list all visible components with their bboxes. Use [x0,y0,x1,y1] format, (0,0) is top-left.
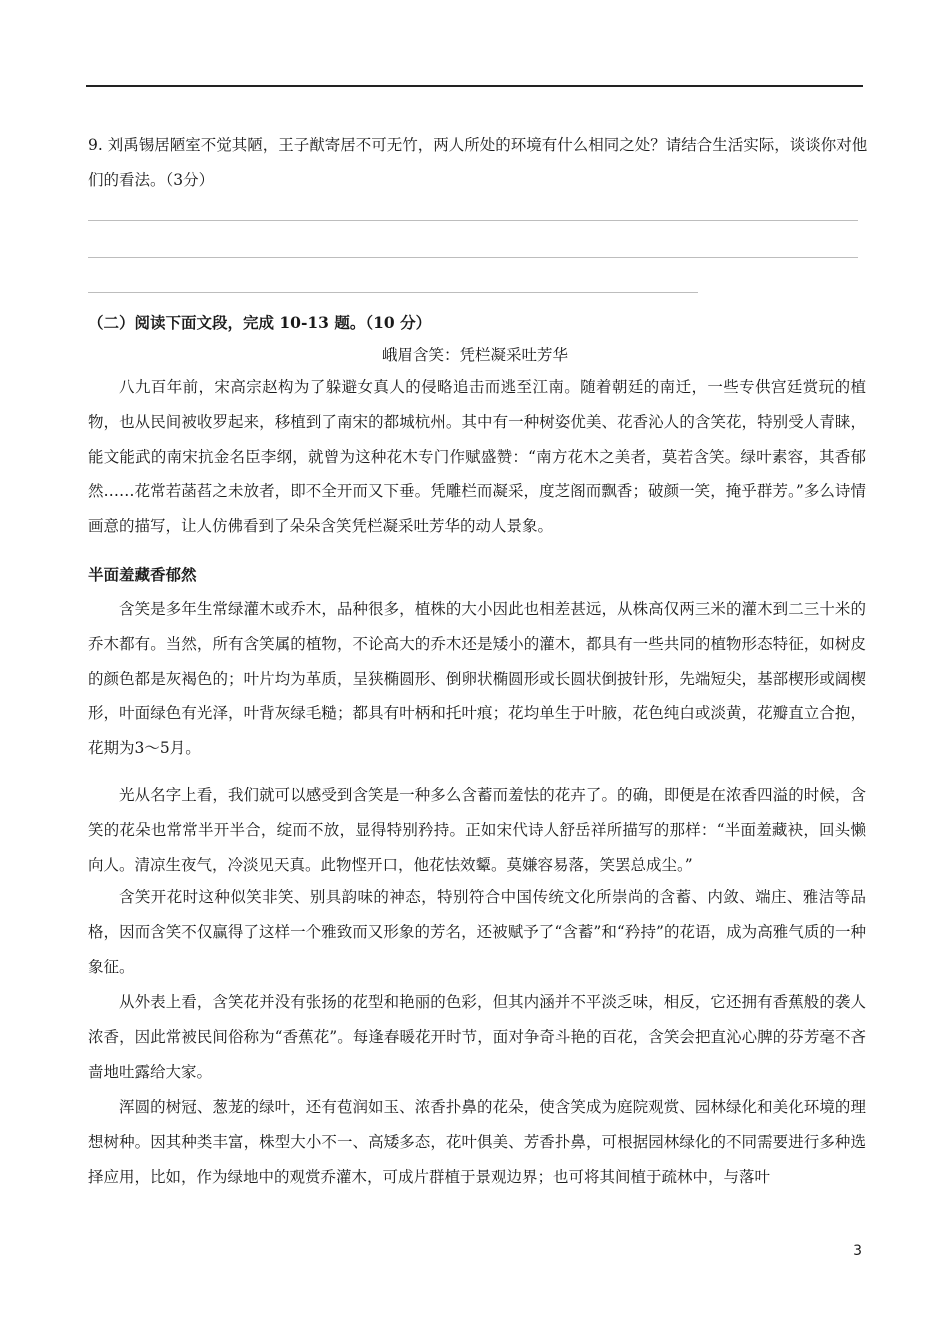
answer-line[interactable] [88,292,698,293]
question-9: 9. 刘禹锡居陋室不觉其陋，王子猷寄居不可无竹，两人所处的环境有什么相同之处？请结合生活实际，谈谈你对他们的看法。（3分） [88,136,868,189]
header-rule [86,85,863,87]
answer-line[interactable] [88,220,858,221]
body-paragraph: 从外表上看，含笑花并没有张扬的花型和艳丽的色彩，但其内涵并不平淡乏味，相反，它还拥有香蕉般的袭人浓香，因此常被民间俗称为“香蕉花”。每逢春暖花开时节，面对争奇斗艳的百花，含笑会把直沁心脾的芬芳毫不吝啬地吐露给大家。 [88,993,866,1081]
body-paragraph: 浑圆的树冠、葱茏的绿叶，还有苞润如玉、浓香扑鼻的花朵，使含笑成为庭院观赏、园林绿化和美化环境的理想树种。因其种类丰富，株型大小不一、高矮多态，花叶俱美、芳香扑鼻，可根据园林绿化的不同需要进行多种选择应用，比如，作为绿地中的观赏乔灌木，可成片群植于景观边界；也可将其间植于疏林中，与落叶 [88,1098,866,1186]
section-heading: （二）阅读下面文段，完成 10-13 题。（10 分） [88,313,432,332]
body-paragraph: 光从名字上看，我们就可以感受到含笑是一种多么含蓄而羞怯的花卉了。的确，即便是在浓香四溢的时候，含笑的花朵也常常半开半合，绽而不放，显得特别矜持。正如宋代诗人舒岳祥所描写的那样：“半面羞藏袂，回头懒向人。清凉生夜气，冷淡见天真。此物悭开口，他花怯效颦。莫嫌容易落，笑罢总成尘。” [88,786,866,874]
body-paragraph: 含笑是多年生常绿灌木或乔木，品种很多，植株的大小因此也相差甚远，从株高仅两三米的灌木到二三十米的乔木都有。当然，所有含笑属的植物，不论高大的乔木还是矮小的灌木，都具有一些共同的植物形态特征，如树皮的颜色都是灰褐色的；叶片均为革质，呈狭椭圆形、倒卵状椭圆形或长圆状倒披针形，先端短尖，基部楔形或阔楔形，叶面绿色有光泽，叶背灰绿毛糙；都具有叶柄和托叶痕；花均单生于叶腋，花色纯白或淡黄，花瓣直立合抱，花期为3～5月。 [88,600,866,758]
answer-line[interactable] [88,257,858,258]
page-number: 3 [853,1243,862,1259]
article-title: 峨眉含笑：凭栏凝采吐芳华 [381,346,568,364]
body-paragraph: 含笑开花时这种似笑非笑、别具韵味的神态，特别符合中国传统文化所崇尚的含蓄、内敛、端庄、雅洁等品格，因而含笑不仅赢得了这样一个雅致而又形象的芳名，还被赋予了“含蓄”和“矜持”的花语，成为高雅气质的一种象征。 [88,888,866,976]
subheading: 半面羞藏香郁然 [88,565,197,584]
intro-paragraph: 八九百年前，宋高宗赵构为了躲避女真人的侵略追击而逃至江南。随着朝廷的南迁，一些专供宫廷赏玩的植物，也从民间被收罗起来，移植到了南宋的都城杭州。其中有一种树姿优美、花香沁人的含笑花，特别受人青睐，能文能武的南宋抗金名臣李纲，就曾为这种花木专门作赋盛赞：“南方花木之美者，莫若含笑。绿叶素容，其香郁然……花常若菡萏之未放者，即不全开而又下垂。凭雕栏而凝采，度芝阁而飘香；破颜一笑，掩乎群芳。”多么诗情画意的描写，让人仿佛看到了朵朵含笑凭栏凝采吐芳华的动人景象。 [88,378,866,536]
